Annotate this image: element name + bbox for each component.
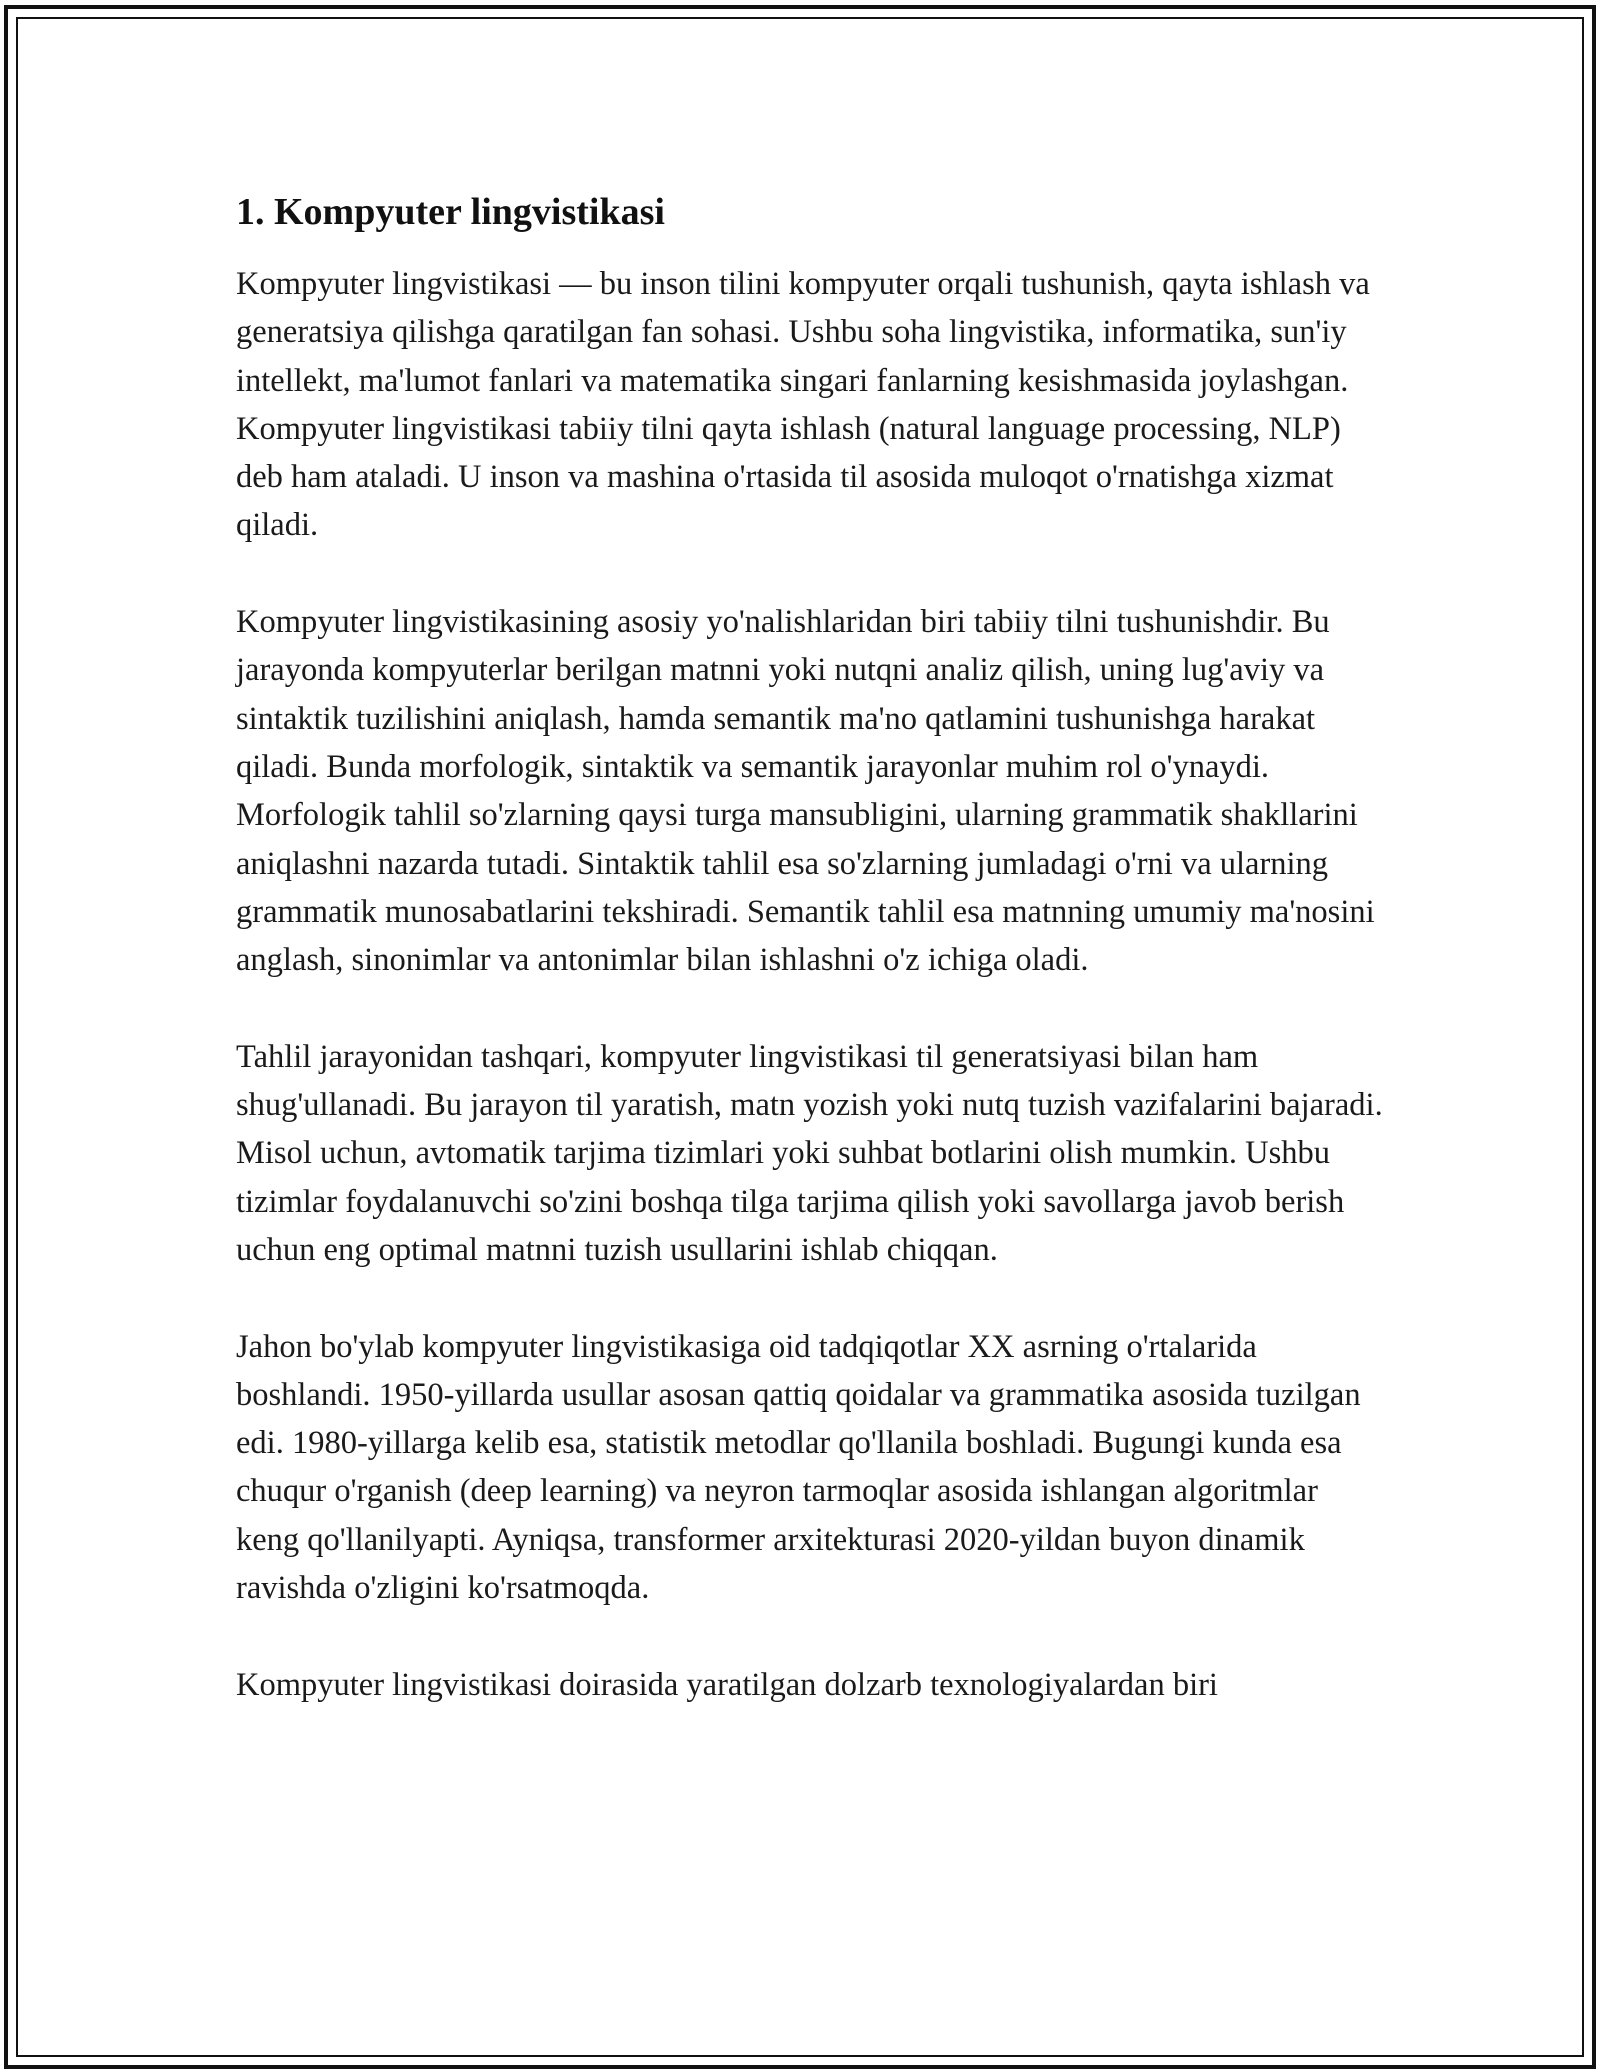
paragraph-history: Jahon bo'ylab kompyuter lingvistikasiga oid tadqiqotlar XX asrning o'rtalarida boshlandi. 1950-yillarda usullar asosan qattiq qoidalar va grammatika asosida tuzilgan edi. 1980-yillarga kelib esa, statistik metodlar qo'llanila boshladi. Bugungi kunda esa chuqur o'rganish (deep learning) va neyron tarmoqlar asosida ishlangan algoritmlar keng qo'llanilyapti. Ayniqsa, transformer arxitekturasi 2020-yildan buyon dinamik ravishda o'zligini ko'rsatmoqda. bbox=[236, 1328, 1361, 1607]
paragraph-technologies: Kompyuter lingvistikasi doirasida yaratilgan dolzarb texnologiyalardan biri bbox=[236, 1666, 1218, 1703]
document-body bbox=[236, 188, 1386, 1757]
paragraph-definition: Kompyuter lingvistikasi — bu inson tilini kompyuter orqali tushunish, qayta ishlash va generatsiya qilishga qaratilgan fan sohasi. Ushbu soha lingvistika, informatika, sun'iy intellekt, ma'lumot fanlari va matematika singari fanlarning kesishmasida joylashgan. Kompyuter lingvistikasi tabiiy tilni qayta ishlash (natural language processing, NLP) deb ham ataladi. U inson va mashina o'rtasida til asosida muloqot o'rnatishga xizmat qiladi. bbox=[236, 266, 1370, 544]
paragraph-understanding: Kompyuter lingvistikasining asosiy yo'nalishlaridan biri tabiiy tilni tushunishdir. Bu jarayonda kompyuterlar berilgan matnni yoki nutqni analiz qilish, uning lug'aviy va sintaktik tuzilishini aniqlash, hamda semantik ma'no qatlamini tushunishga harakat qiladi. Bunda morfologik, sintaktik va semantik jarayonlar muhim rol o'ynaydi. Morfologik tahlil so'zlarning qaysi turga mansubligini, ularning grammatik shakllarini aniqlashni nazarda tutadi. Sintaktik tahlil esa so'zlarning jumladagi o'rni va ularning grammatik munosabatlarini tekshiradi. Semantik tahlil esa matnning umumiy ma'nosini anglash, sinonimlar va antonimlar bilan ishlashni o'z ichiga oladi. bbox=[236, 604, 1375, 979]
paragraph-generation: Tahlil jarayonidan tashqari, kompyuter lingvistikasi til generatsiyasi bilan ham shug'ullanadi. Bu jarayon til yaratish, matn yozish yoki nutq tuzish vazifalarini bajaradi. Misol uchun, avtomatik tarjima tizimlari yoki suhbat botlarini olish mumkin. Ushbu tizimlar foydalanuvchi so'zini boshqa tilga tarjima qilish yoki savollarga javob berish uchun eng optimal matnni tuzish usullarini ishlab chiqqan. bbox=[236, 1038, 1383, 1268]
section-heading: 1. Kompyuter lingvistikasi bbox=[236, 191, 665, 233]
